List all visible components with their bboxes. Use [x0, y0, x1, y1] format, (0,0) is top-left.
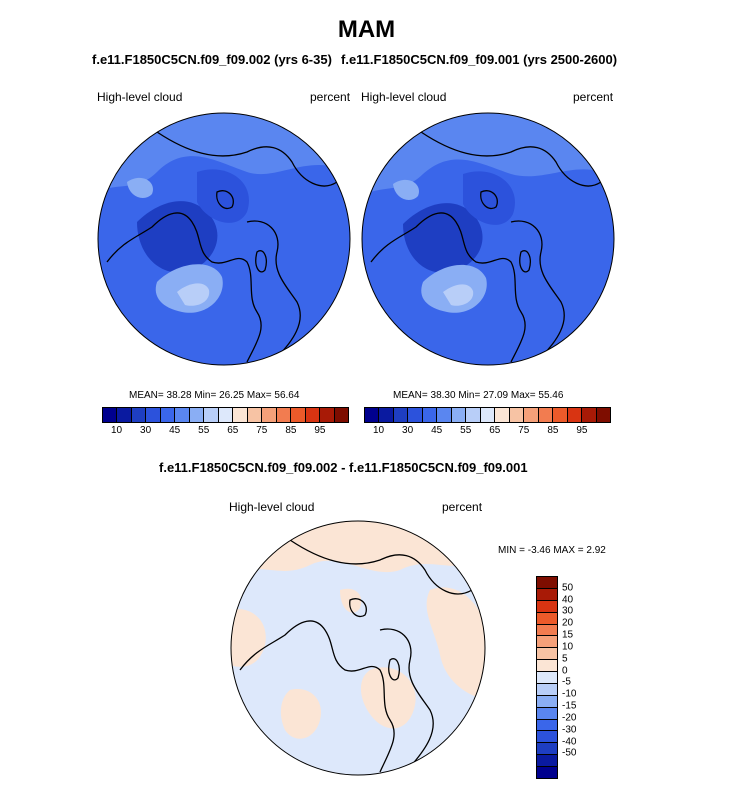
panel1-colorbar-tick: 85 [285, 425, 297, 436]
panel1-colorbar-box [306, 408, 320, 422]
diff-colorbar-box [537, 589, 557, 601]
panel1-max-label: Max= [246, 390, 272, 401]
panel2-colorbar-box [524, 408, 538, 422]
diff-colorbar-box [537, 660, 557, 672]
panel2-colorbar-box [553, 408, 567, 422]
diff-colorbar-tick: 50 [562, 582, 574, 594]
panel1-colorbar-box [103, 408, 117, 422]
diff-title: f.e11.F1850C5CN.f09_f09.002 - f.e11.F1850C5CN.f09_f09.001 [159, 460, 528, 475]
diff-colorbar-tick: -50 [562, 747, 577, 759]
diff-colorbar-box [537, 636, 557, 648]
panel2-case-title: f.e11.F1850C5CN.f09_f09.001 (yrs 2500-2600) [341, 52, 618, 67]
panel1-colorbar-box [161, 408, 175, 422]
panel1-min-label: Min= [194, 390, 217, 401]
panel1-colorbar-tick: 10 [110, 425, 123, 436]
panel2-stats [393, 390, 563, 401]
panel1-colorbar-box [117, 408, 131, 422]
diff-colorbar-tick: 5 [562, 653, 568, 665]
panel1-colorbar-ticks [102, 425, 349, 439]
diff-colorbar-box [537, 684, 557, 696]
panel2-mean-label: MEAN= [393, 390, 428, 401]
panel1-colorbar-box [233, 408, 247, 422]
panel1-max-value: 56.64 [274, 390, 300, 401]
panel1-mean-label: MEAN= [129, 390, 164, 401]
panel2-colorbar-box [365, 408, 379, 422]
diff-colorbar-box [537, 708, 557, 720]
diff-colorbar-tick: 20 [562, 617, 574, 629]
panel3-variable-label: High-level cloud [229, 500, 315, 514]
panel3-max-value: 2.92 [586, 545, 606, 556]
diff-colorbar-box [537, 755, 557, 767]
diff-colorbar [536, 576, 558, 779]
panel2-colorbar-tick: 85 [547, 425, 559, 436]
panel2-colorbar-box [568, 408, 582, 422]
panel2-colorbar-box [510, 408, 524, 422]
diff-colorbar-tick: -10 [562, 688, 577, 700]
panel1-colorbar-box [204, 408, 218, 422]
panel2-mean-value: 38.30 [430, 390, 456, 401]
panel1-colorbar-box [190, 408, 204, 422]
panel2-colorbar-box [394, 408, 408, 422]
panel2-colorbar-box [452, 408, 466, 422]
diff-colorbar-box [537, 613, 557, 625]
panel2-min-value: 27.09 [483, 390, 509, 401]
panel3-polar-map [230, 520, 486, 776]
diff-colorbar-ticks [562, 576, 602, 779]
panel2-colorbar-box [408, 408, 422, 422]
panel1-colorbar-tick: 55 [198, 425, 210, 436]
panel2-colorbar-box [597, 408, 610, 422]
panel1-stats [129, 390, 299, 401]
panel2-max-value: 55.46 [538, 390, 564, 401]
panel1-variable-label: High-level cloud [97, 90, 183, 104]
diff-colorbar-tick: 15 [562, 629, 574, 641]
diff-colorbar-box [537, 731, 557, 743]
panel1-colorbar-tick: 30 [140, 425, 152, 436]
panel2-min-label: Min= [458, 390, 481, 401]
diff-colorbar-box [537, 720, 557, 732]
panel1-colorbar-box [277, 408, 291, 422]
panel2-colorbar-tick: 10 [372, 425, 385, 436]
diff-colorbar-box [537, 672, 557, 684]
panel3-max-label: MAX = [553, 545, 584, 556]
panel2-colorbar-box [379, 408, 393, 422]
diff-colorbar-box [537, 648, 557, 660]
panel2-colorbar-box [495, 408, 509, 422]
panel1-colorbar-box [132, 408, 146, 422]
panel2-colorbar-box [582, 408, 596, 422]
panel2-max-label: Max= [510, 390, 536, 401]
panel1-polar-map [97, 112, 351, 366]
panel3-stats [498, 545, 606, 556]
panel1-colorbar-tick: 45 [169, 425, 181, 436]
panel2-colorbar-box [437, 408, 451, 422]
panel2-colorbar-box [481, 408, 495, 422]
panel2-colorbar-ticks [364, 425, 611, 439]
panel2-colorbar-tick: 45 [431, 425, 443, 436]
diff-colorbar-tick: 30 [562, 605, 574, 617]
panel1-mean-value: 38.28 [166, 390, 192, 401]
panel1-colorbar-box [335, 408, 348, 422]
diff-colorbar-tick: 10 [562, 641, 574, 653]
panel1-colorbar-tick: 65 [227, 425, 239, 436]
panel2-colorbar-box [423, 408, 437, 422]
panel1-units-label: percent [310, 90, 351, 104]
panel2-units-label: percent [573, 90, 614, 104]
panel1-colorbar-box [146, 408, 160, 422]
panel3-min-value: -3.46 [527, 545, 551, 556]
panel1-colorbar-box [262, 408, 276, 422]
panel1-min-value: 26.25 [219, 390, 245, 401]
diff-colorbar-box [537, 696, 557, 708]
panel1-colorbar-box [320, 408, 334, 422]
panel1-colorbar-box [291, 408, 305, 422]
panel2-colorbar-tick: 30 [402, 425, 414, 436]
panel2-variable-label: High-level cloud [361, 90, 447, 104]
panel3-units-label: percent [442, 500, 483, 514]
diff-colorbar-box [537, 625, 557, 637]
diff-colorbar-tick: 40 [562, 594, 574, 606]
panel2-polar-map [361, 112, 615, 366]
panel2-colorbar [364, 407, 611, 423]
diff-colorbar-tick: -15 [562, 700, 577, 712]
diff-colorbar-box [537, 767, 557, 778]
panel1-colorbar-tick: 75 [256, 425, 268, 436]
panel1-colorbar-box [248, 408, 262, 422]
diff-colorbar-box [537, 601, 557, 613]
diff-colorbar-tick: 0 [562, 665, 568, 677]
diff-colorbar-box [537, 743, 557, 755]
diff-colorbar-box [537, 577, 557, 589]
panel2-colorbar-tick: 65 [489, 425, 501, 436]
panel1-colorbar-box [219, 408, 233, 422]
figure-title: MAM [337, 16, 396, 43]
panel1-colorbar [102, 407, 349, 423]
panel2-colorbar-tick: 95 [576, 425, 588, 436]
panel1-case-title: f.e11.F1850C5CN.f09_f09.002 (yrs 6-35) [92, 52, 332, 67]
panel2-colorbar-box [466, 408, 480, 422]
panel2-colorbar-box [539, 408, 553, 422]
diff-colorbar-tick: -5 [562, 676, 571, 688]
diff-colorbar-tick: -40 [562, 736, 577, 748]
panel2-colorbar-tick: 55 [460, 425, 472, 436]
diff-colorbar-tick: -20 [562, 712, 577, 724]
diff-colorbar-tick: -30 [562, 724, 577, 736]
panel1-colorbar-box [175, 408, 189, 422]
panel2-colorbar-tick: 75 [518, 425, 530, 436]
panel3-min-label: MIN = [498, 545, 525, 556]
panel1-colorbar-tick: 95 [314, 425, 326, 436]
